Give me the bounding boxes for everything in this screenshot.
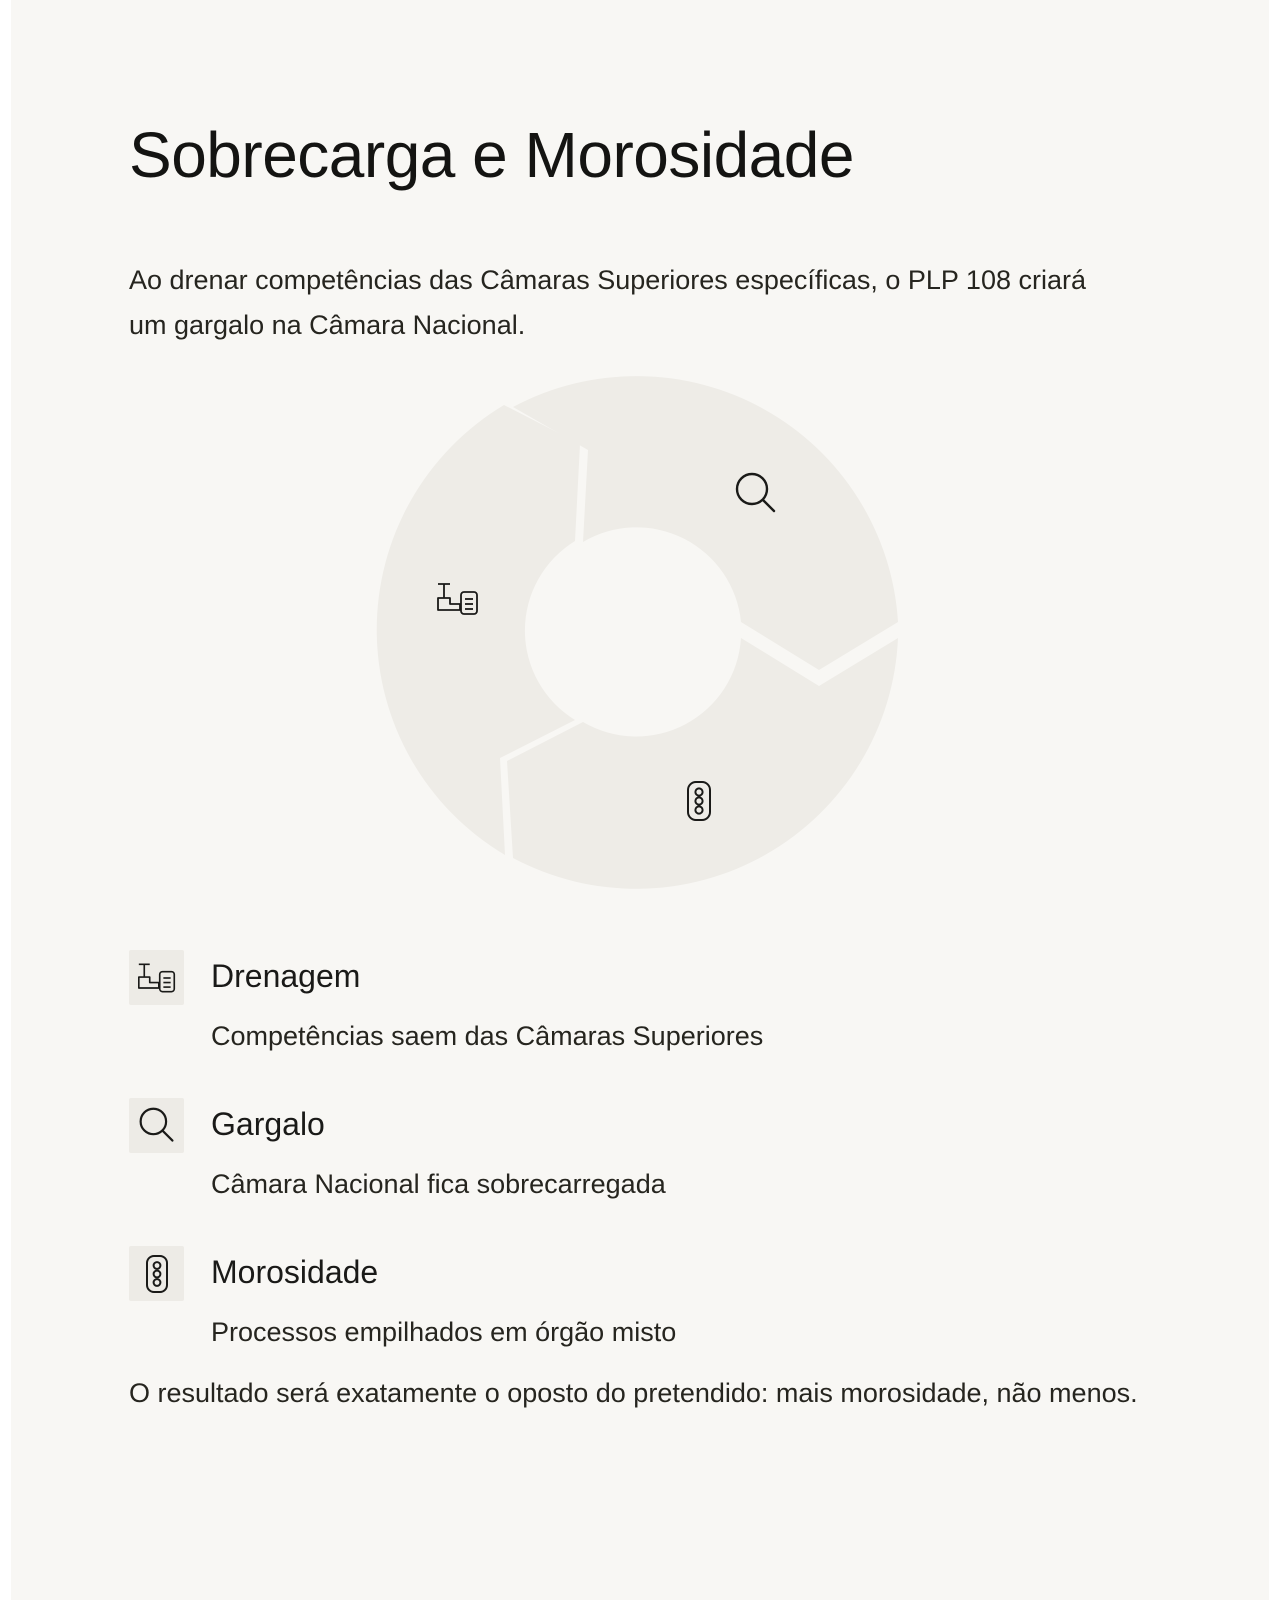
list-item [129, 950, 1129, 1060]
item-title: Morosidade [211, 1254, 379, 1290]
item-description: Competências saem das Câmaras Superiores [211, 1021, 764, 1051]
cycle-diagram [374, 367, 908, 907]
conclusion-paragraph: O resultado será exatamente o oposto do pretendido: mais morosidade, não menos. [129, 1378, 1138, 1408]
search-icon [129, 1098, 184, 1153]
page-title: Sobrecarga e Morosidade [129, 119, 854, 191]
cycle-segment-morosidade [507, 638, 898, 889]
list-item [129, 1098, 1129, 1208]
building-documents-icon [129, 950, 184, 1005]
item-title: Gargalo [211, 1106, 325, 1142]
intro-paragraph: Ao drenar competências das Câmaras Superiores específicas, o PLP 108 criará um gargalo na Câmara Nacional. [129, 265, 1086, 340]
item-description: Processos empilhados em órgão misto [211, 1317, 677, 1347]
list-item [129, 1246, 1129, 1356]
item-title: Drenagem [211, 958, 361, 994]
page [11, 0, 1269, 1600]
traffic-light-icon [129, 1246, 184, 1301]
item-description: Câmara Nacional fica sobrecarregada [211, 1169, 666, 1199]
